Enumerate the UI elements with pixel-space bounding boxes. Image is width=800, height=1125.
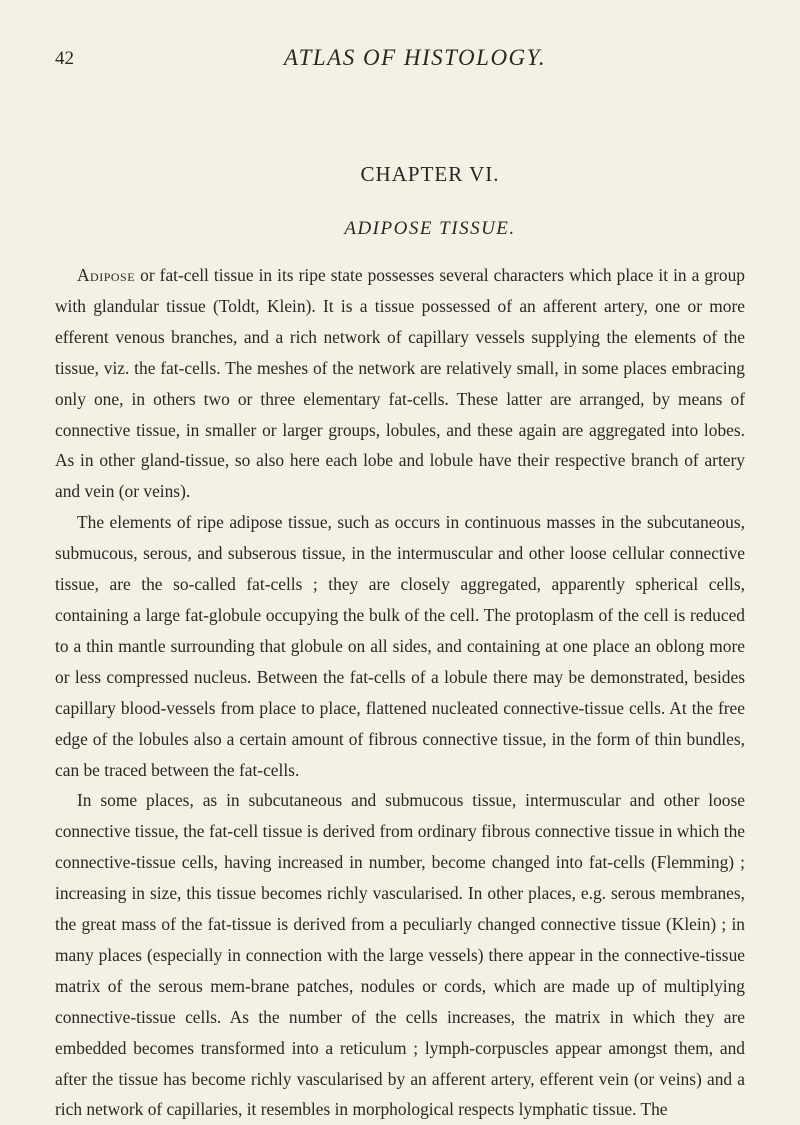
page-number: 42	[55, 48, 74, 69]
paragraph-2: The elements of ripe adipose tissue, such as occurs in continuous masses in the subcutaneous, submucous, serous, and subserous tissue, in the intermuscular and other loose cellular connective tissue, are the so-called fat-cells ; they are closely aggregated, apparently spherical cells, containing a large fat-globule occupying the bulk of the cell. The protoplasm of the cell is reduced to a thin mantle surrounding that globule on all sides, and containing at one place an oblong more or less compressed nucleus. Between the fat-cells of a lobule there may be demonstrated, besides capillary blood-vessels from place to place, flattened nucleated connective-tissue cells. At the free edge of the lobules also a certain amount of fibrous connective tissue, in the form of thin bundles, can be traced between the fat-cells.	[55, 512, 745, 780]
lead-word: Adipose	[77, 265, 136, 285]
running-title: ATLAS OF HISTOLOGY.	[283, 45, 547, 70]
page-header	[55, 45, 745, 78]
section-title: ADIPOSE TISSUE.	[344, 218, 516, 239]
chapter-title: CHAPTER VI.	[360, 162, 500, 186]
paragraph-3: In some places, as in subcutaneous and submucous tissue, intermuscular and other loose connective tissue, the fat-cell tissue is derived from ordinary fibrous connective tissue in which the connective-tissue cells, having increased in number, become changed into fat-cells (Flemming) ; increasing in size, this tissue becomes richly vascularised. In other places, e.g. serous membranes, the great mass of the fat-tissue is derived from a peculiarly changed connective tissue (Klein) ; in many places (especially in connection with the large vessels) there appear in the connective-tissue matrix of the serous mem-brane patches, nodules or cords, which are made up of multiplying connective-tissue cells. As the number of the cells increases, the matrix in which they are embedded becomes transformed into a reticulum ; lymph-corpuscles appear amongst them, and after the tissue has become richly vascularised by an afferent artery, efferent vein (or veins) and a rich network of capillaries, it resembles in morphological respects lymphatic tissue. The	[55, 790, 745, 1120]
paragraph-1	[55, 260, 745, 507]
paragraph-1-text: or fat-cell tissue in its ripe state possesses several characters which place it in a group with glandular tissue (Toldt, Klein). It is a tissue possessed of an afferent artery, one or more efferent venous branches, and a rich network of capillary vessels supplying the elements of the tissue, viz. the fat-cells. The meshes of the network are relatively small, in some places embracing only one, in others two or three elementary fat-cells. These latter are arranged, by means of connective tissue, in smaller or larger groups, lobules, and these again are aggregated into lobes. As in other gland-tissue, so also here each lobe and lobule have their respective branch of artery and vein (or veins).	[55, 265, 745, 502]
body-text	[55, 260, 745, 1125]
